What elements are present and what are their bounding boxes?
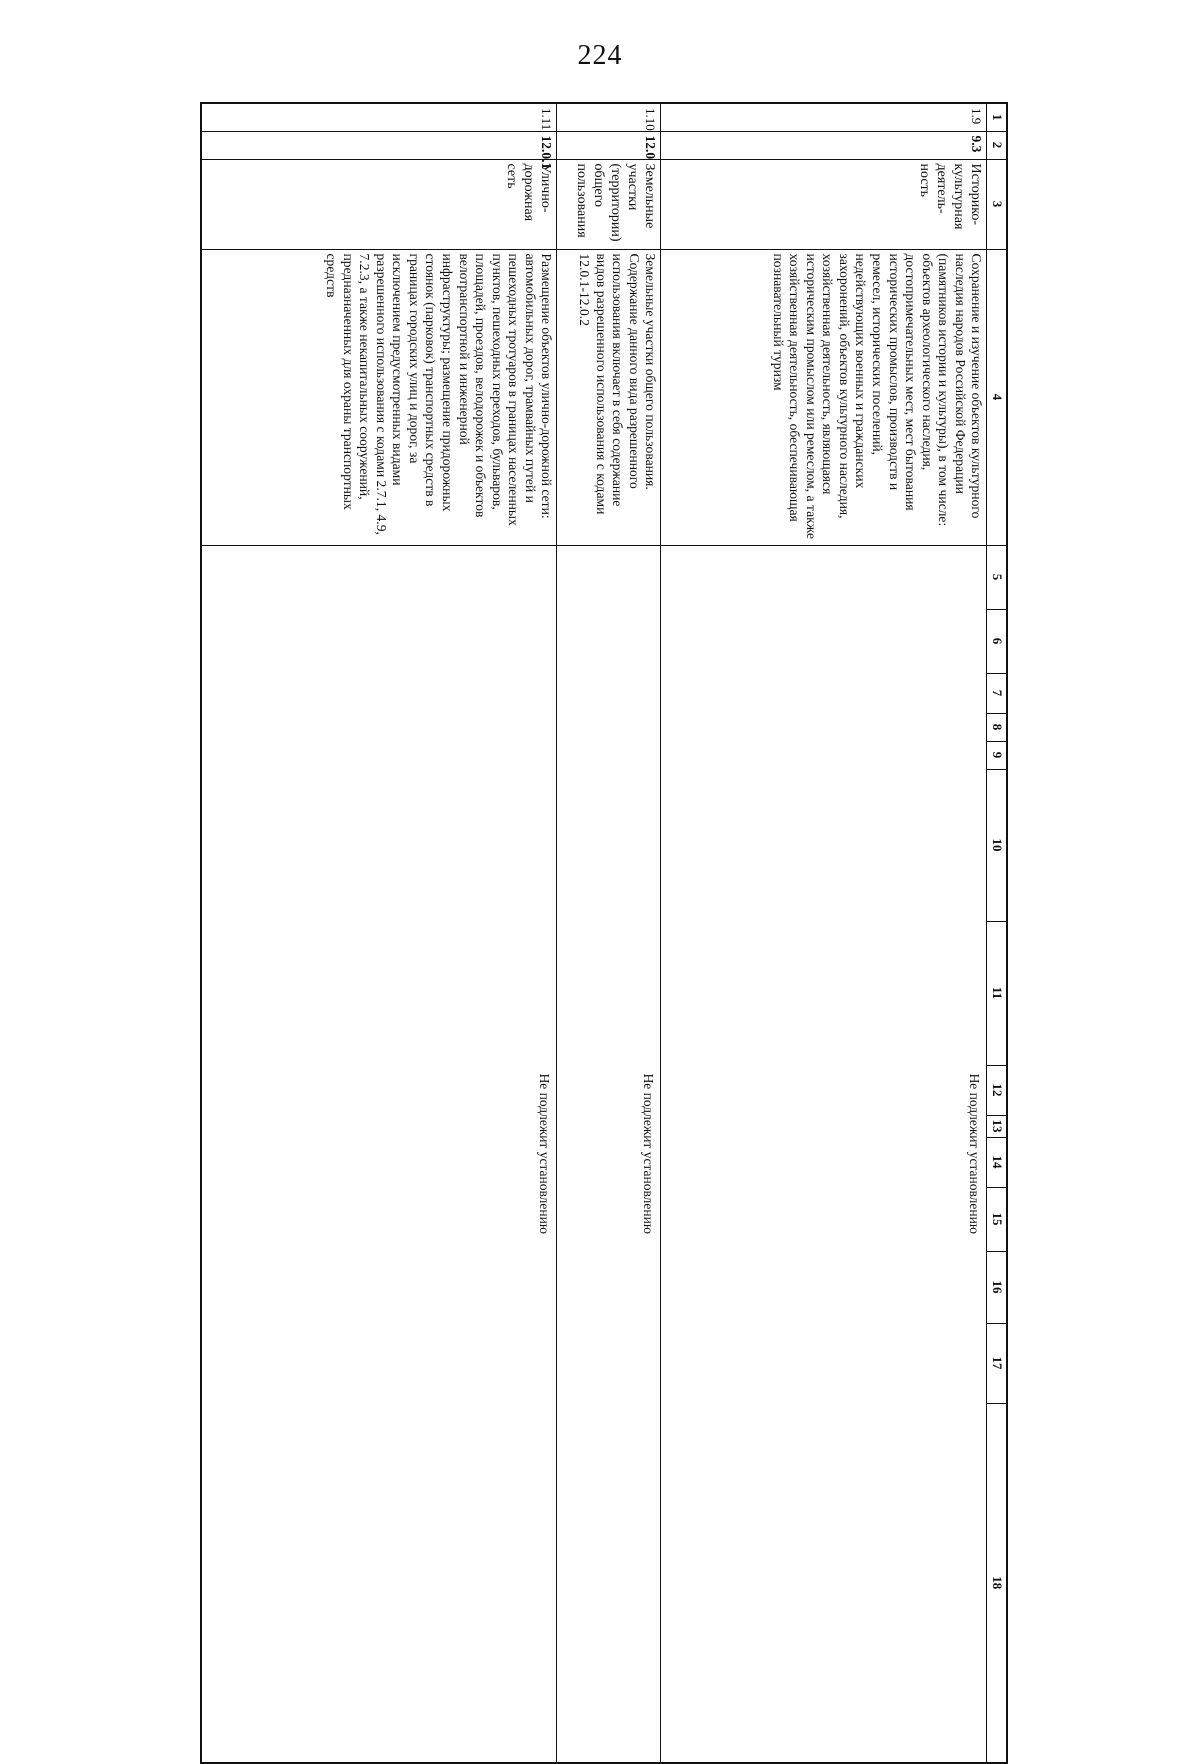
table-header-row (987, 103, 1007, 1763)
table-row (557, 103, 661, 1763)
land-use-table (200, 102, 1008, 1764)
row-name: Историко-культурная деятель-ность (661, 159, 987, 249)
row-name: Земельные участки (территории) общего пользования (557, 159, 661, 249)
column-header: 10 (987, 769, 1007, 921)
column-header: 9 (987, 741, 1007, 769)
table-row (201, 103, 557, 1763)
column-header: 7 (987, 673, 1007, 713)
column-header: 17 (987, 1323, 1007, 1403)
column-header: 6 (987, 609, 1007, 673)
row-note: Не подлежит установлению (557, 545, 661, 1763)
row-name: Улично-дорожная сеть (201, 159, 557, 249)
row-number: 1.11 (201, 103, 557, 131)
table-row (661, 103, 987, 1763)
column-header: 2 (987, 131, 1007, 159)
column-header: 13 (987, 1115, 1007, 1137)
row-code: 12.0.1 (201, 131, 557, 159)
column-header: 14 (987, 1137, 1007, 1187)
row-code: 12.0 (557, 131, 661, 159)
row-note: Не подлежит установлению (661, 545, 987, 1763)
column-header: 11 (987, 921, 1007, 1065)
column-header: 3 (987, 159, 1007, 249)
column-header: 8 (987, 713, 1007, 741)
column-header: 1 (987, 103, 1007, 131)
column-header: 16 (987, 1251, 1007, 1323)
page-number: 224 (577, 40, 623, 71)
column-header: 5 (987, 545, 1007, 609)
column-header: 18 (987, 1403, 1007, 1763)
row-description: Размещение объектов улично-дорожной сети: автомобильных дорог, трамвайных путей и пешеходных тротуаров в границах населенных пунктов, пешеходных переходов, бульваров, площадей, проездов, велодорожек и объектов велотранспортной и инженерной инфраструктуры; размещение придорожных стоянок (парковок) транспортных средств в границах городских улиц и дорог, за исключением предусмотренных видами разрешенного использования с кодами 2.7.1, 4.9, 7.2.3, а также некапитальных сооружений, предназначенных для охраны транспортных средств (201, 249, 557, 545)
row-note: Не подлежит установлению (201, 545, 557, 1763)
rotated-table (200, 102, 1008, 1662)
column-header: 4 (987, 249, 1007, 545)
column-header: 15 (987, 1187, 1007, 1251)
row-number: 1.9 (661, 103, 987, 131)
column-header: 12 (987, 1065, 1007, 1115)
rotated-table-container (200, 102, 1008, 1662)
row-description: Земельные участки общего пользования. Содержание данного вида разрешенного использования включает в себя содержание видов разрешенного использования с кодами 12.0.1-12.0.2 (557, 249, 661, 545)
row-code: 9.3 (661, 131, 987, 159)
row-number: 1.10 (557, 103, 661, 131)
row-description: Сохранение и изучение объектов культурного наследия народов Российской Федерации (памятников истории и культуры), в том числе: объектов археологического наследия, достопримечательных мест, мест бытования исторических промыслов, производств и ремесел, исторических поселений, недействующих военных и гражданских захоронений, объектов культурного наследия, хозяйственная деятельность, являющаяся историческим промыслом или ремеслом, а также хозяйственная деятельность, обеспечивающая познавательный туризм (661, 249, 987, 545)
